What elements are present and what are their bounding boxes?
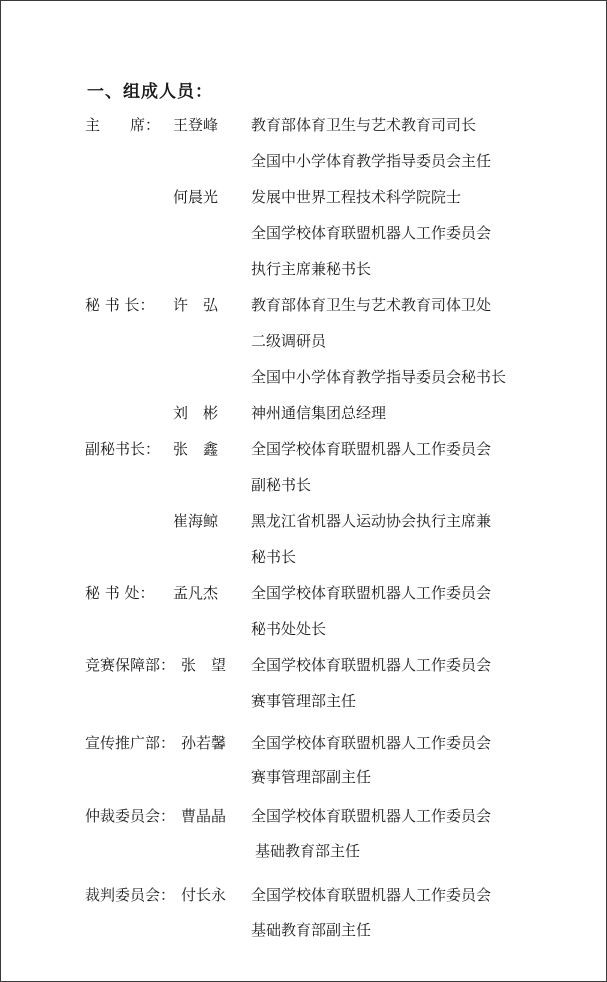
- member-name: 张 鑫: [173, 440, 219, 458]
- member-title-line: 全国学校体育联盟机器人工作委员会: [251, 807, 492, 825]
- role-label-chair: 主 席：: [85, 116, 161, 134]
- member-title-line: 全国中小学体育教学指导委员会主任: [251, 152, 492, 170]
- member-title-line: 黑龙江省机器人运动协会执行主席兼: [251, 512, 492, 530]
- member-title-line: 执行主席兼秘书长: [251, 260, 372, 278]
- member-title-line: 基础教育部副主任: [251, 921, 372, 939]
- member-title-line: 全国中小学体育教学指导委员会秘书长: [251, 368, 507, 386]
- member-name: 何晨光: [173, 188, 219, 206]
- member-title-line: 基础教育部主任: [255, 842, 361, 860]
- member-title-line: 赛事管理部主任: [251, 692, 357, 710]
- member-title-line: 赛事管理部副主任: [251, 768, 372, 786]
- member-name: 王登峰: [173, 116, 219, 134]
- member-name: 张 望: [181, 656, 227, 674]
- member-title-line: 秘书长: [251, 548, 297, 566]
- member-title-line: 二级调研员: [251, 332, 327, 350]
- member-name: 崔海鲸: [173, 512, 219, 530]
- member-title-line: 全国学校体育联盟机器人工作委员会: [251, 886, 492, 904]
- member-title-line: 教育部体育卫生与艺术教育司司长: [251, 116, 477, 134]
- member-title-line: 全国学校体育联盟机器人工作委员会: [251, 224, 492, 242]
- member-title-line: 秘书处处长: [251, 620, 327, 638]
- role-label-publicity: 宣传推广部：: [85, 734, 176, 752]
- role-label-referee: 裁判委员会：: [85, 886, 176, 904]
- role-label-secretary-general: 秘 书 长：: [85, 296, 155, 314]
- member-name: 曹晶晶: [181, 807, 227, 825]
- role-label-secretariat: 秘 书 处：: [85, 584, 155, 602]
- role-label-deputy-secretary-general: 副秘书长：: [85, 440, 161, 458]
- member-title-line: 副秘书长: [251, 476, 312, 494]
- member-name: 孟凡杰: [173, 584, 219, 602]
- member-name: 许 弘: [173, 296, 219, 314]
- member-name: 孙若馨: [181, 734, 227, 752]
- member-title-line: 神州通信集团总经理: [251, 404, 387, 422]
- member-name: 刘 彬: [173, 404, 219, 422]
- member-title-line: 教育部体育卫生与艺术教育司体卫处: [251, 296, 492, 314]
- member-title-line: 全国学校体育联盟机器人工作委员会: [251, 440, 492, 458]
- section-heading: 一、组成人员：: [87, 82, 213, 102]
- member-title-line: 发展中世界工程技术科学院院士: [251, 188, 462, 206]
- role-label-arbitration: 仲裁委员会：: [85, 807, 176, 825]
- role-label-competition-support: 竞赛保障部：: [85, 656, 176, 674]
- member-title-line: 全国学校体育联盟机器人工作委员会: [251, 584, 492, 602]
- member-title-line: 全国学校体育联盟机器人工作委员会: [251, 656, 492, 674]
- member-name: 付长永: [181, 886, 227, 904]
- member-title-line: 全国学校体育联盟机器人工作委员会: [251, 734, 492, 752]
